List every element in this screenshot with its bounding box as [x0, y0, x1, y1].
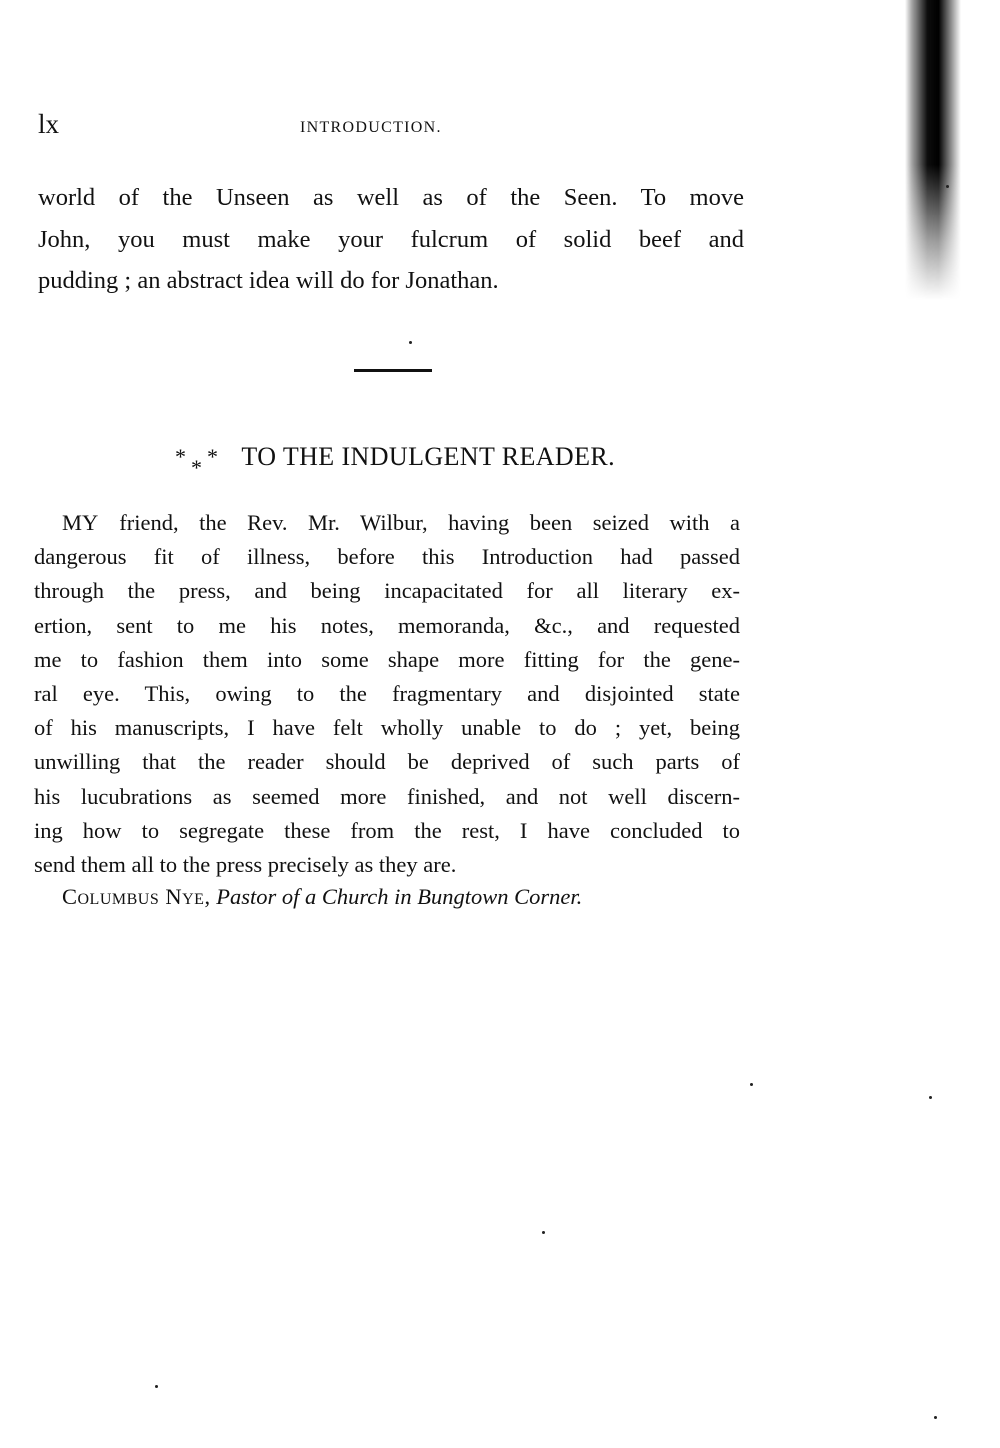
text-line: through the press, and being incapacitated for all literary ex- — [34, 578, 740, 604]
asterism-ornament — [175, 439, 233, 479]
text-line — [34, 506, 740, 540]
asterisk: * — [190, 455, 203, 481]
running-title: INTRODUCTION. — [300, 119, 442, 136]
text-line: send them all to the press precisely as they are. — [34, 852, 457, 878]
opening-small-caps: Y — [82, 510, 99, 535]
text-line: John, you must make your fulcrum of solid beef and — [38, 225, 744, 253]
running-head — [38, 104, 738, 144]
signature-line — [62, 880, 582, 914]
section-rule — [354, 369, 432, 372]
scan-speck — [409, 341, 412, 344]
notice-heading-text: TO THE INDULGENT READER. — [241, 442, 615, 471]
carryover-paragraph — [38, 177, 744, 302]
line-text: friend, the Rev. Mr. Wilbur, having been seized with a — [119, 510, 740, 535]
opening-word — [62, 510, 99, 535]
text-line: ing how to segregate these from the rest, I have concluded to — [34, 817, 740, 843]
opening-initial: M — [62, 510, 83, 535]
scan-speck — [750, 1083, 753, 1086]
text-line: his lucubrations as seemed more finished, and not well discern- — [34, 783, 740, 809]
text-line: of his manuscripts, I have felt wholly unable to do ; yet, being — [34, 715, 740, 741]
text-line: ral eye. This, owing to the fragmentary and disjointed state — [34, 681, 740, 707]
text-line: world of the Unseen as well as of the Seen. To move — [38, 184, 744, 211]
notice-heading — [0, 432, 790, 482]
asterisk: * — [174, 444, 187, 470]
scan-speck — [946, 185, 949, 188]
page-edge-shadow — [905, 0, 961, 300]
scan-speck — [155, 1385, 158, 1388]
notice-paragraph — [34, 506, 740, 882]
text-line: ertion, sent to me his notes, memoranda, &c., and requested — [34, 612, 740, 638]
signature-title: Pastor of a Church in Bungtown Corner. — [216, 884, 583, 909]
text-line: dangerous fit of illness, before this Introduction had passed — [34, 544, 740, 570]
asterisk: * — [206, 444, 219, 470]
page-number: lx — [38, 109, 60, 139]
scan-speck — [542, 1231, 545, 1234]
scan-speck — [929, 1096, 932, 1099]
text-line: unwilling that the reader should be deprived of such parts of — [34, 749, 740, 775]
signature-name: Columbus Nye, — [62, 884, 211, 909]
text-line: pudding ; an abstract idea will do for Jonathan. — [38, 267, 499, 294]
scan-speck — [934, 1416, 937, 1419]
text-line: me to fashion them into some shape more fitting for the gene- — [34, 646, 740, 672]
